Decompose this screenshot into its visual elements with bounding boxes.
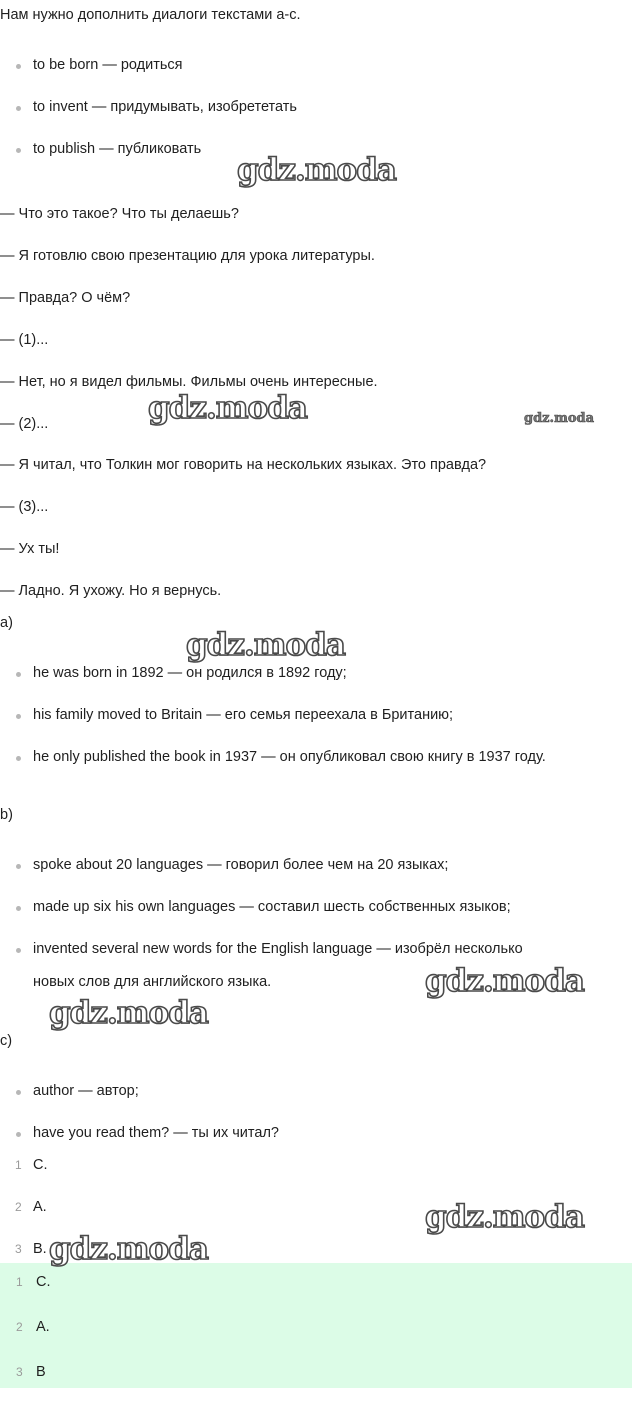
section-c-label: c) [0, 1033, 13, 1049]
vocab-item: to be born — родиться [33, 57, 183, 73]
watermark-logo: gdz.moda [49, 1231, 208, 1267]
list-item: A. [33, 1199, 47, 1215]
list-item: he only published the book in 1937 — он опубликовал свою книгу в 1937 году. [33, 749, 546, 765]
dialog-line: — Ух ты! [0, 541, 60, 557]
watermark-logo: gdz.moda [49, 995, 208, 1031]
list-item: B. [33, 1241, 47, 1257]
bullet-icon [16, 948, 21, 953]
bullet-icon [16, 864, 21, 869]
dialog-line: — (3)... [0, 499, 49, 515]
watermark-logo: gdz.moda [425, 963, 584, 999]
list-item: he was born in 1892 — он родился в 1892 году; [33, 665, 347, 681]
list-item: author — автор; [33, 1083, 139, 1099]
list-item: spoke about 20 languages — говорил более чем на 20 языках; [33, 857, 449, 873]
dialog-line: — Что это такое? Что ты делаешь? [0, 206, 239, 222]
answer-number: 1 [16, 1275, 23, 1289]
list-number: 1 [15, 1158, 22, 1172]
list-item: made up six his own languages — составил шесть собственных языков; [33, 899, 511, 915]
bullet-icon [16, 64, 21, 69]
bullet-icon [16, 714, 21, 719]
list-item: invented several new words for the English language — изобрёл несколько [33, 941, 523, 957]
list-item: his family moved to Britain — его семья переехала в Британию; [33, 707, 454, 723]
bullet-icon [16, 148, 21, 153]
vocab-item: to invent — придумывать, изобрететать [33, 99, 297, 115]
watermark-logo: gdz.moda [148, 390, 307, 426]
answer-number: 2 [16, 1320, 23, 1334]
answer-item: A. [36, 1319, 50, 1335]
answer-item: B [36, 1364, 46, 1380]
bullet-icon [16, 1132, 21, 1137]
bullet-icon [16, 906, 21, 911]
list-item: have you read them? — ты их читал? [33, 1125, 279, 1141]
list-item-continuation: новых слов для английского языка. [33, 974, 272, 990]
list-item: C. [33, 1157, 48, 1173]
dialog-line: — Нет, но я видел фильмы. Фильмы очень интересные. [0, 374, 378, 390]
watermark-logo: gdz.moda [237, 152, 396, 188]
vocab-item: to publish — публиковать [33, 141, 202, 157]
dialog-line: — (1)... [0, 332, 49, 348]
answer-number: 3 [16, 1365, 23, 1379]
bullet-icon [16, 106, 21, 111]
section-a-label: a) [0, 615, 13, 631]
bullet-icon [16, 756, 21, 761]
bullet-icon [16, 1090, 21, 1095]
dialog-line: — Я читал, что Толкин мог говорить на нескольких языках. Это правда? [0, 457, 487, 473]
list-number: 2 [15, 1200, 22, 1214]
bullet-icon [16, 672, 21, 677]
dialog-line: — (2)... [0, 416, 49, 432]
answer-item: C. [36, 1274, 51, 1290]
intro-text: Нам нужно дополнить диалоги текстами a-c. [0, 7, 301, 23]
dialog-line: — Правда? О чём? [0, 290, 131, 306]
watermark-logo: gdz.moda [186, 627, 345, 663]
answer-box [0, 1263, 632, 1388]
section-b-label: b) [0, 807, 13, 823]
list-number: 3 [15, 1242, 22, 1256]
watermark-logo: gdz.moda [425, 1199, 584, 1235]
watermark-logo: gdz.moda [524, 411, 595, 426]
dialog-line: — Я готовлю свою презентацию для урока литературы. [0, 248, 375, 264]
dialog-line: — Ладно. Я ухожу. Но я вернусь. [0, 583, 222, 599]
